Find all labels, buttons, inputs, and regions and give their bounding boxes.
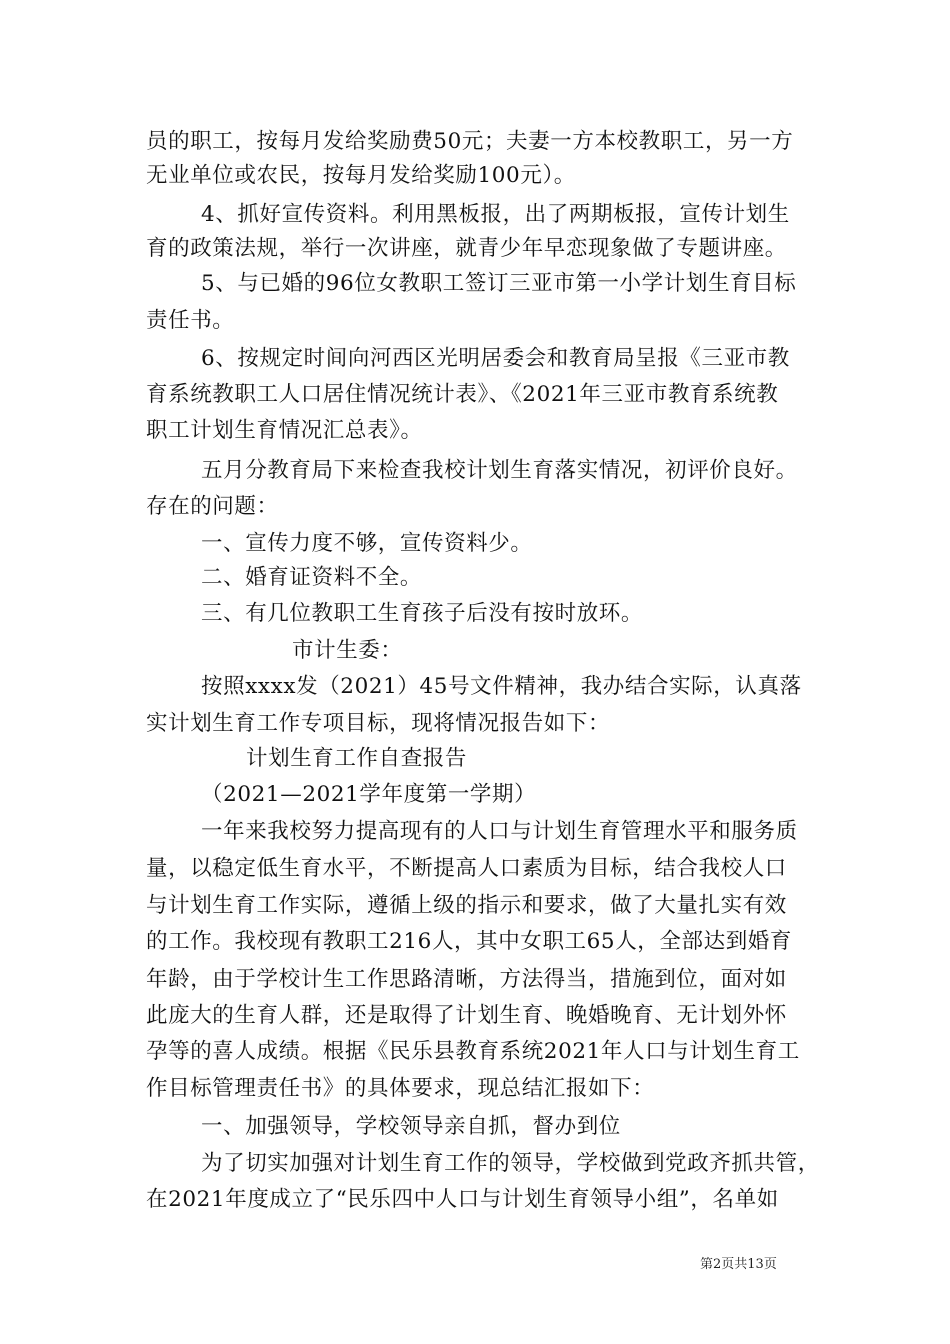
body-line-6: 责任书。 [146,308,235,333]
body-line-1: 员的职工，按每月发给奖励费50元；夫妻一方本校教职工，另一方 [146,129,794,154]
body-line-30: 在2021年度成立了“民乐四中人口与计划生育领导小组”，名单如 [146,1187,779,1212]
body-line-3: 4、抓好宣传资料。利用黑板报，出了两期板报，宣传计划生 [201,202,790,227]
body-line-11: 存在的问题： [146,494,279,519]
report-title: 计划生育工作自查报告 [246,746,468,771]
body-line-29: 为了切实加强对计划生育工作的领导，学校做到党政齐抓共管， [201,1151,820,1176]
body-line-21: 量，以稳定低生育水平，不断提高人口素质为目标，结合我校人口 [146,856,787,881]
body-line-4: 育的政策法规，举行一次讲座，就青少年早恋现象做了专题讲座。 [146,236,787,261]
body-line-8: 育系统教职工人口居住情况统计表》、《2021年三亚市教育系统教 [146,382,779,407]
body-line-27: 作目标管理责任书》的具体要求，现总结汇报如下： [146,1076,655,1101]
body-line-10: 五月分教育局下来检查我校计划生育落实情况，初评价良好。 [201,458,798,483]
list-item-2: 二、婚育证资料不全。 [201,565,423,590]
body-line-26: 孕等的喜人成绩。根据《民乐县教育系统2021年人口与计划生育工 [146,1039,800,1064]
body-line-20: 一年来我校努力提高现有的人口与计划生育管理水平和服务质 [201,819,798,844]
section-heading: 一、加强领导，学校领导亲自抓，督办到位 [201,1114,621,1139]
list-item-3: 三、有几位教职工生育孩子后没有按时放环。 [201,601,644,626]
body-line-25: 此庞大的生育人群，还是取得了计划生育、晚婚晚育、无计划外怀 [146,1003,787,1028]
report-subtitle: （2021—2021学年度第一学期） [201,782,537,807]
list-item-1: 一、宣传力度不够，宣传资料少。 [201,531,533,556]
body-line-5: 5、与已婚的96位女教职工签订三亚市第一小学计划生育目标 [201,271,797,296]
body-line-2: 无业单位或农民，按每月发给奖励100元）。 [146,163,576,188]
body-line-22: 与计划生育工作实际，遵循上级的指示和要求，做了大量扎实有效 [146,893,787,918]
body-line-24: 年龄，由于学校计生工作思路清晰，方法得当，措施到位，面对如 [146,967,787,992]
page-number-footer: 第2页共13页 [700,1257,777,1272]
salutation: 市计生委： [292,638,403,663]
body-line-9: 职工计划生育情况汇总表》。 [146,418,423,443]
body-line-23: 的工作。我校现有教职工216人，其中女职工65人，全部达到婚育 [146,929,792,954]
body-line-16: 按照xxxx发（2021）45号文件精神，我办结合实际，认真落 [201,674,802,699]
body-line-7: 6、按规定时间向河西区光明居委会和教育局呈报《三亚市教 [201,346,790,371]
body-line-17: 实计划生育工作专项目标，现将情况报告如下： [146,711,611,736]
